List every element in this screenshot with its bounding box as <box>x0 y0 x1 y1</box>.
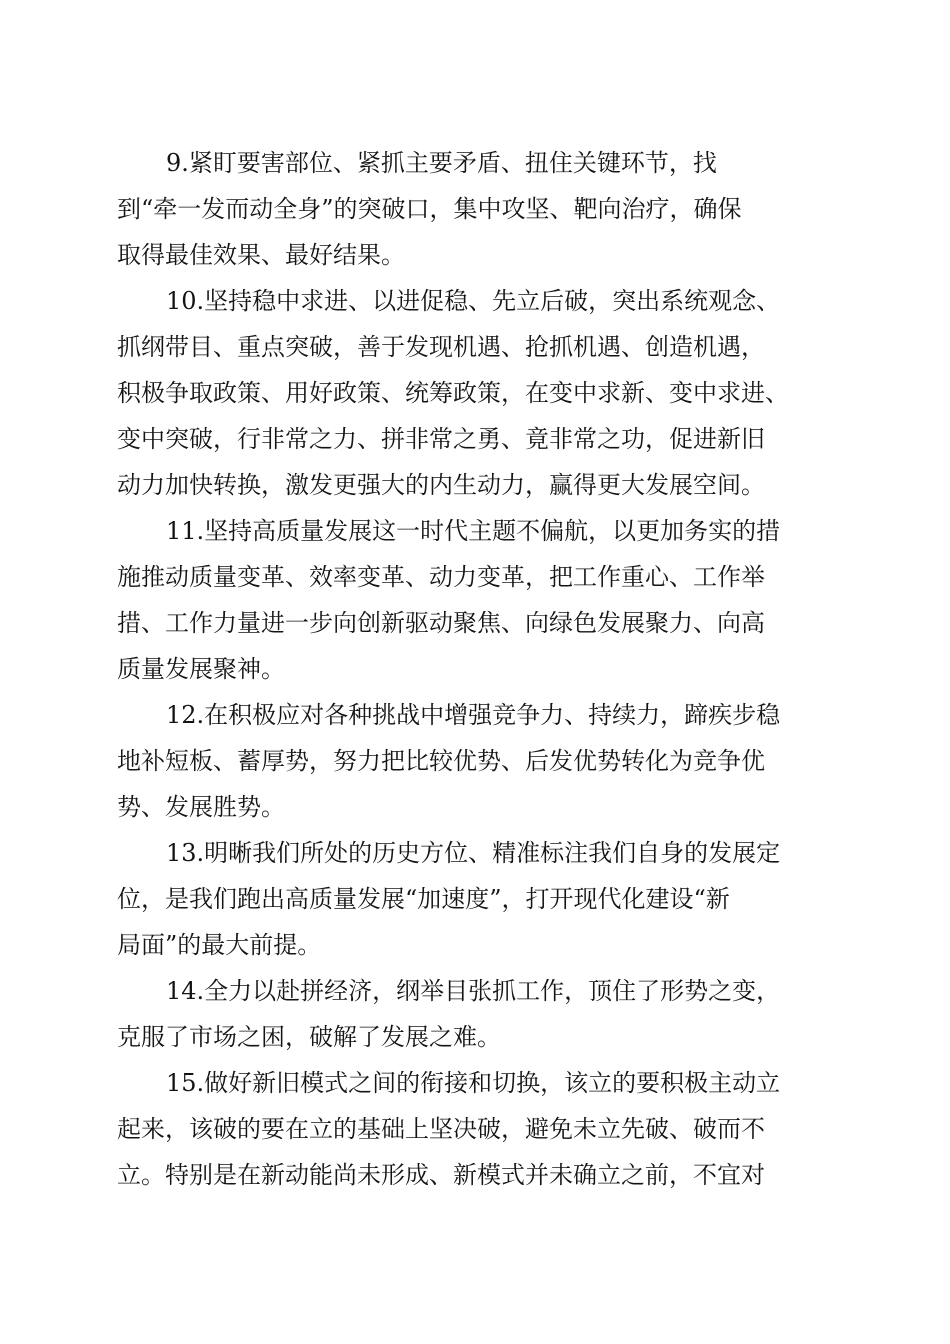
paragraph-11-line-1: 11.坚持高质量发展这一时代主题不偏航，以更加务实的措 <box>166 517 781 545</box>
paragraph-10-line-4: 变中突破，行非常之力、拼非常之勇、竟非常之功，促进新旧 <box>117 425 765 453</box>
paragraph-10-line-2: 抓纲带目、重点突破，善于发现机遇、抢抓机遇、创造机遇， <box>117 333 765 361</box>
paragraph-11-line-3: 措、工作力量进一步向创新驱动聚焦、向绿色发展聚力、向高 <box>117 609 765 637</box>
paragraph-10-line-3: 积极争取政策、用好政策、统筹政策，在变中求新、变中求进、 <box>117 379 789 407</box>
paragraph-14-line-1: 14.全力以赴拼经济，纲举目张抓工作，顶住了形势之变， <box>166 977 781 1005</box>
paragraph-10-line-1: 10.坚持稳中求进、以进促稳、先立后破，突出系统观念、 <box>166 287 781 315</box>
paragraph-14-line-2: 克服了市场之困，破解了发展之难。 <box>117 1023 501 1051</box>
paragraph-12-line-1: 12.在积极应对各种挑战中增强竞争力、持续力，蹄疾步稳 <box>166 701 781 729</box>
paragraph-12-line-2: 地补短板、蓄厚势，努力把比较优势、后发优势转化为竞争优 <box>117 747 765 775</box>
paragraph-13-line-1: 13.明晰我们所处的历史方位、精准标注我们自身的发展定 <box>166 839 781 867</box>
paragraph-11-line-4: 质量发展聚神。 <box>117 655 285 683</box>
paragraph-11-line-2: 施推动质量变革、效率变革、动力变革，把工作重心、工作举 <box>117 563 765 591</box>
paragraph-12-line-3: 势、发展胜势。 <box>117 793 285 821</box>
paragraph-9-line-1: 9.紧盯要害部位、紧抓主要矛盾、扭住关键环节，找 <box>166 149 717 177</box>
paragraph-10-line-5: 动力加快转换，激发更强大的内生动力，赢得更大发展空间。 <box>117 471 765 499</box>
paragraph-15-line-1: 15.做好新旧模式之间的衔接和切换，该立的要积极主动立 <box>166 1069 781 1097</box>
paragraph-9-line-2: 到“牵一发而动全身”的突破口，集中攻坚、靶向治疗，确保 <box>117 195 742 223</box>
paragraph-13-line-2: 位，是我们跑出高质量发展“加速度”，打开现代化建设“新 <box>117 885 730 913</box>
paragraph-13-line-3: 局面”的最大前提。 <box>117 931 322 959</box>
paragraph-9-line-3: 取得最佳效果、最好结果。 <box>117 241 405 269</box>
paragraph-15-line-2: 起来，该破的要在立的基础上坚决破，避免未立先破、破而不 <box>117 1115 765 1143</box>
paragraph-15-line-3: 立。特别是在新动能尚未形成、新模式并未确立之前，不宜对 <box>117 1161 765 1189</box>
